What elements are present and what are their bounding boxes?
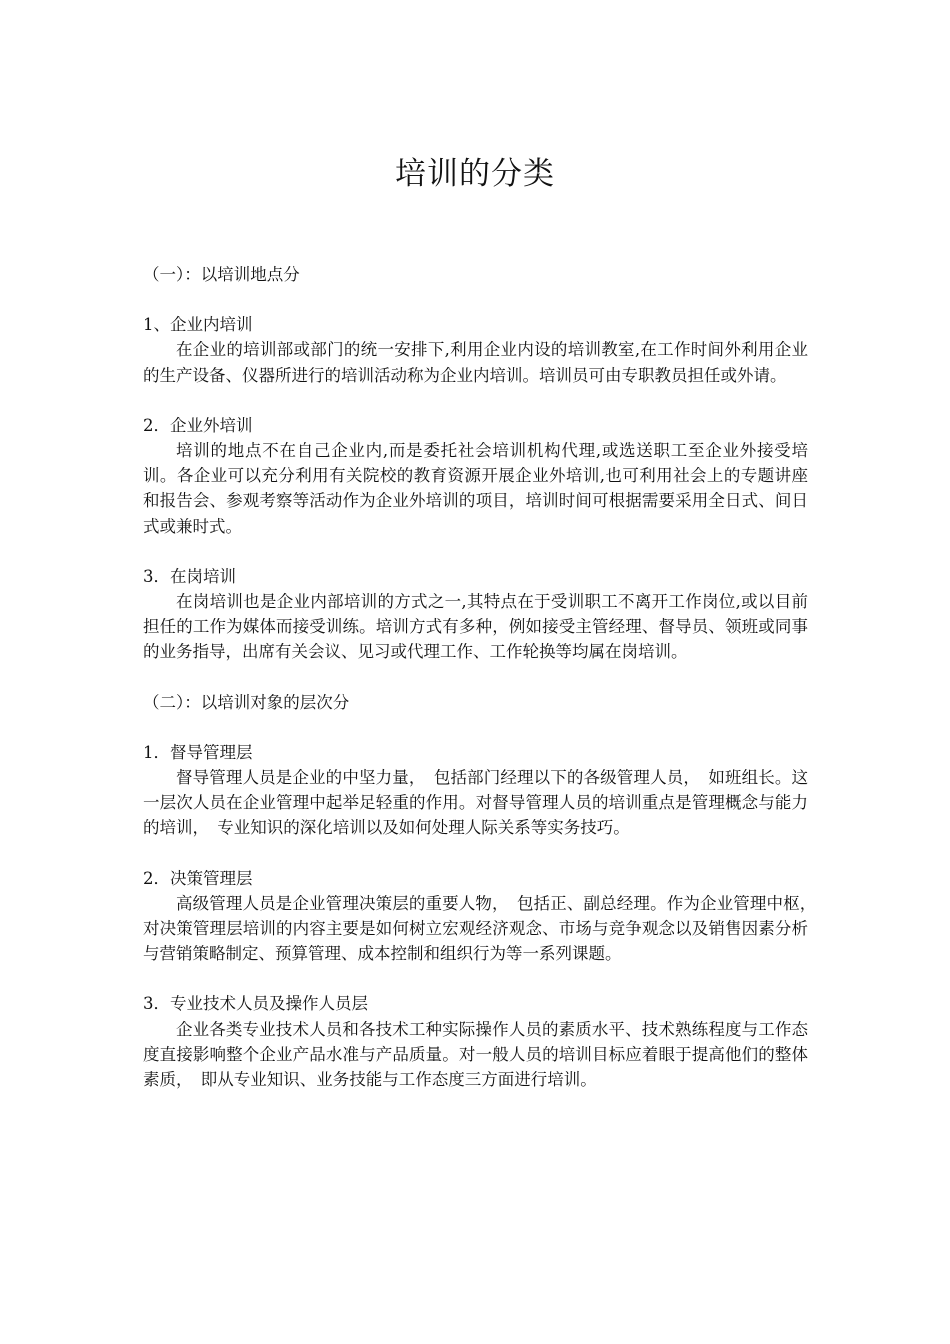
item-technical-operational-level xyxy=(143,991,808,1092)
item-heading: 2．企业外培训 xyxy=(143,415,253,435)
item-decision-level xyxy=(143,866,825,967)
page-title: 培训的分类 xyxy=(395,156,555,192)
item-heading: 1、企业内培训 xyxy=(143,315,253,335)
section-heading-level: （二）：以培训对象的层次分 xyxy=(143,692,350,712)
item-body: 高级管理人员是企业管理决策层的重要人物， 包括正、副总经理。作为企业管理中枢， 对决策管理层培训的内容主要是如何树立宏观经济观念、市场与竞争观念以及销售因素分析与营销策略制定、预算管理、成本控制和组织行为等一系列课题。 xyxy=(143,893,825,964)
item-body: 在企业的培训部或部门的统一安排下,利用企业内设的培训教室,在工作时间外利用企业的生产设备、仪器所进行的培训活动称为企业内培训。培训员可由专职教员担任或外请。 xyxy=(143,340,808,385)
item-heading: 1．督导管理层 xyxy=(143,742,253,762)
item-in-company-training xyxy=(143,312,808,388)
item-heading: 3．在岗培训 xyxy=(143,566,236,586)
item-body: 督导管理人员是企业的中坚力量， 包括部门经理以下的各级管理人员， 如班组长。这一层次人员在企业管理中起举足轻重的作用。对督导管理人员的培训重点是管理概念与能力的培训， 专业知识的深化培训以及如何处理人际关系等实务技巧。 xyxy=(143,768,808,838)
item-body: 企业各类专业技术人员和各技术工种实际操作人员的素质水平、技术熟练程度与工作态度直接影响整个企业产品水准与产品质量。对一般人员的培训目标应着眼于提高他们的整体素质， 即从专业知识、业务技能与工作态度三方面进行培训。 xyxy=(143,1019,808,1090)
item-heading: 2．决策管理层 xyxy=(143,868,253,888)
item-supervisory-level xyxy=(143,740,808,841)
document-body xyxy=(143,262,825,1117)
item-heading: 3．专业技术人员及操作人员层 xyxy=(143,994,368,1014)
item-external-training xyxy=(143,413,808,539)
item-body: 在岗培训也是企业内部培训的方式之一,其特点在于受训职工不离开工作岗位,或以目前担任的工作为媒体而接受训练。培训方式有多种，例如接受主管经理、督导员、领班或同事的业务指导，出席有关会议、见习或代理工作、工作轮换等均属在岗培训。 xyxy=(143,592,808,662)
item-on-the-job-training xyxy=(143,564,808,665)
section-heading-location: （一）：以培训地点分 xyxy=(143,265,300,284)
item-body: 培训的地点不在自己企业内,而是委托社会培训机构代理,或选送职工至企业外接受培训。各企业可以充分利用有关院校的教育资源开展企业外培训,也可利用社会上的专题讲座和报告会、参观考察等活动作为企业外培训的项目，培训时间可根据需要采用全日式、间日式或兼时式。 xyxy=(143,441,808,536)
